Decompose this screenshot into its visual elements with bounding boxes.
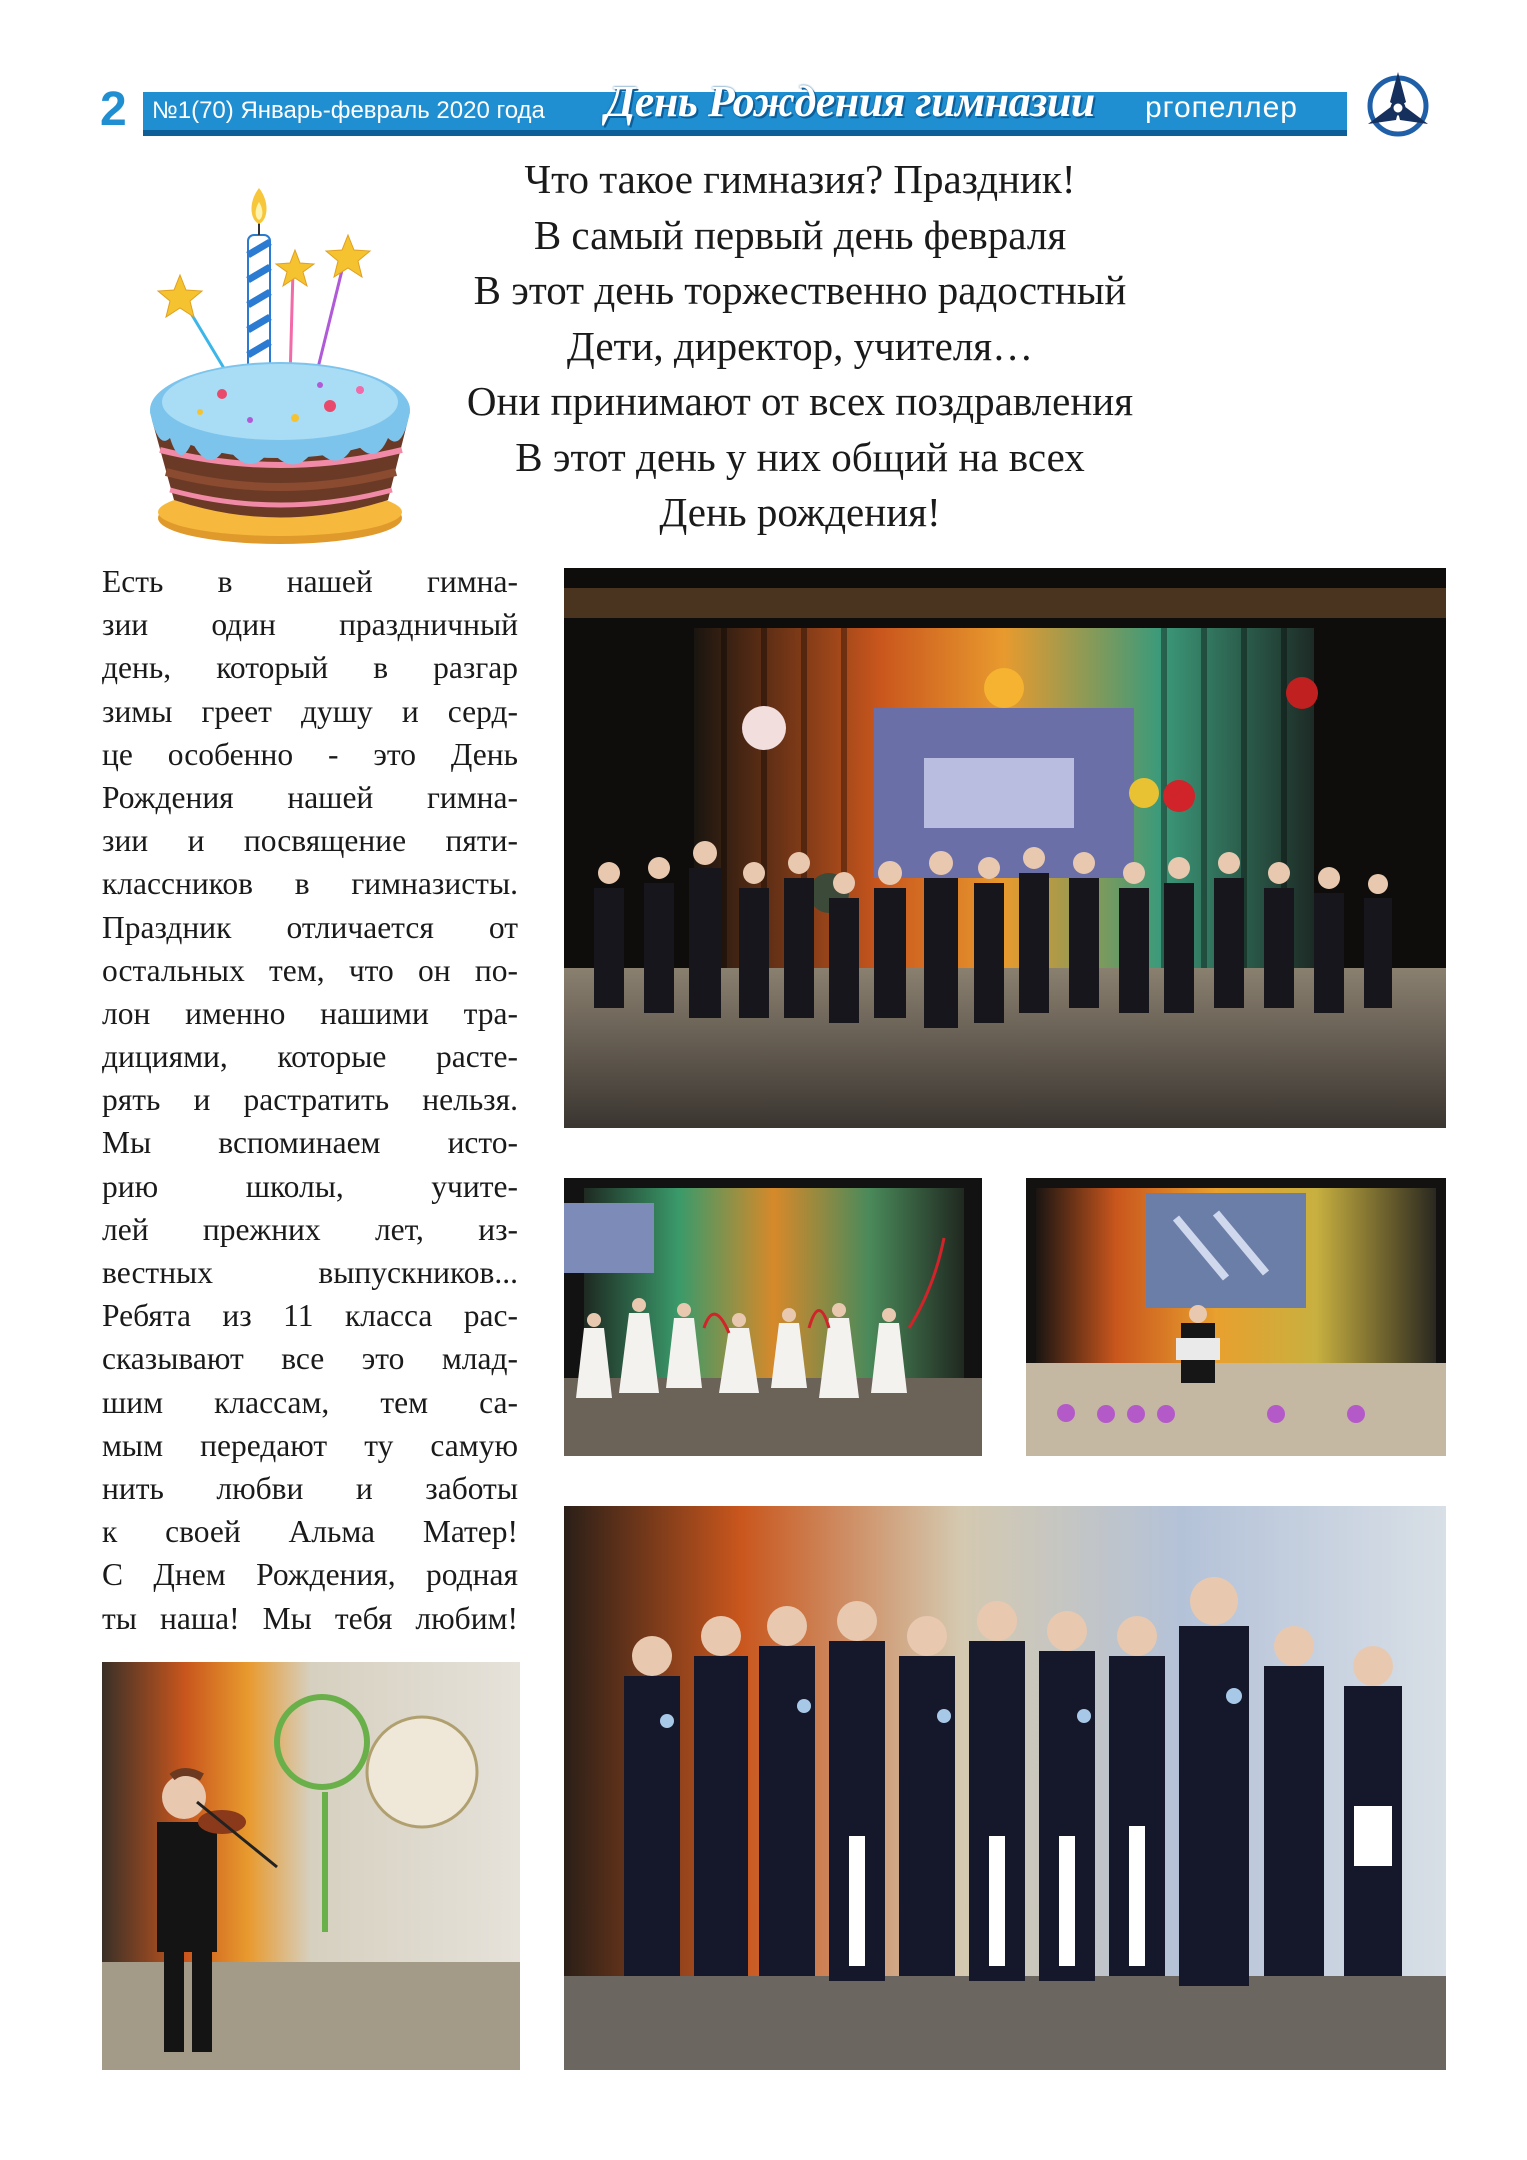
article-line: Есть в нашей гимна- xyxy=(102,564,518,599)
poem-line: Они принимают от всех поздравления xyxy=(466,378,1134,424)
article-line: зии и посвящение пяти- xyxy=(102,823,518,859)
article-line: вестных выпускников... xyxy=(102,1255,518,1290)
photo-dance-performance xyxy=(564,1178,982,1456)
photo-accordion-player xyxy=(1026,1178,1446,1456)
article-line: це особенно - это День xyxy=(102,736,518,772)
page-number: 2 xyxy=(100,83,127,136)
article-line: нить любви и заботы xyxy=(102,1470,518,1506)
article-line: классников в гимназисты. xyxy=(102,866,518,902)
birthday-cake-illustration xyxy=(130,180,430,550)
photo-students-choir xyxy=(564,1506,1446,2070)
article-line: шим классам, тем са- xyxy=(102,1384,518,1420)
article-text xyxy=(102,560,518,1640)
poem-line: В самый первый день февраля xyxy=(533,211,1067,258)
article-line: лон именно нашими тра- xyxy=(102,995,518,1031)
poem xyxy=(410,152,1190,541)
article-line: мым передают ту самую xyxy=(102,1427,518,1463)
poem-line: В этот день торжественно радостный xyxy=(473,267,1127,313)
article-line: Мы вспоминаем исто- xyxy=(102,1125,518,1161)
propeller-logo-icon xyxy=(1362,68,1434,140)
article-line: сказывают все это млад- xyxy=(102,1341,518,1377)
article-line: Праздник отличается от xyxy=(102,909,518,945)
article-line: день, который в разгар xyxy=(102,650,518,686)
article-line: рять и растратить нельзя. xyxy=(102,1082,518,1118)
article-line: зимы греет душу и серд- xyxy=(102,693,518,729)
brand-name: ргопеллер xyxy=(1145,91,1298,124)
article-line: остальных тем, что он по- xyxy=(102,952,518,988)
poem-line: День рождения! xyxy=(659,489,941,535)
photo-violinist xyxy=(102,1662,520,2070)
issue-label: №1(70) Январь-февраль 2020 года xyxy=(152,97,545,124)
article-line: Рождения нашей гимна- xyxy=(102,779,518,815)
photo-stage-celebration xyxy=(564,568,1446,1128)
poem-line: Что такое гимназия? Праздник! xyxy=(524,156,1076,202)
poem-line: Дети, директор, учителя… xyxy=(566,322,1034,369)
article-line: лей прежних лет, из- xyxy=(102,1211,518,1247)
poem-line: В этот день у них общий на всех xyxy=(515,433,1085,480)
article-line: С Днем Рождения, родная xyxy=(102,1557,518,1593)
article-line: Ребята из 11 класса рас- xyxy=(102,1298,518,1334)
article-line: рию школы, учите- xyxy=(102,1168,518,1204)
section-title: День Рождения гимназии xyxy=(605,77,1095,126)
article-line: ты наша! Мы тебя любим! xyxy=(102,1600,518,1636)
article-line: зии один праздничный xyxy=(102,607,518,643)
article-line: дициями, которые расте- xyxy=(102,1039,518,1075)
article-line: к своей Альма Матер! xyxy=(102,1514,518,1550)
